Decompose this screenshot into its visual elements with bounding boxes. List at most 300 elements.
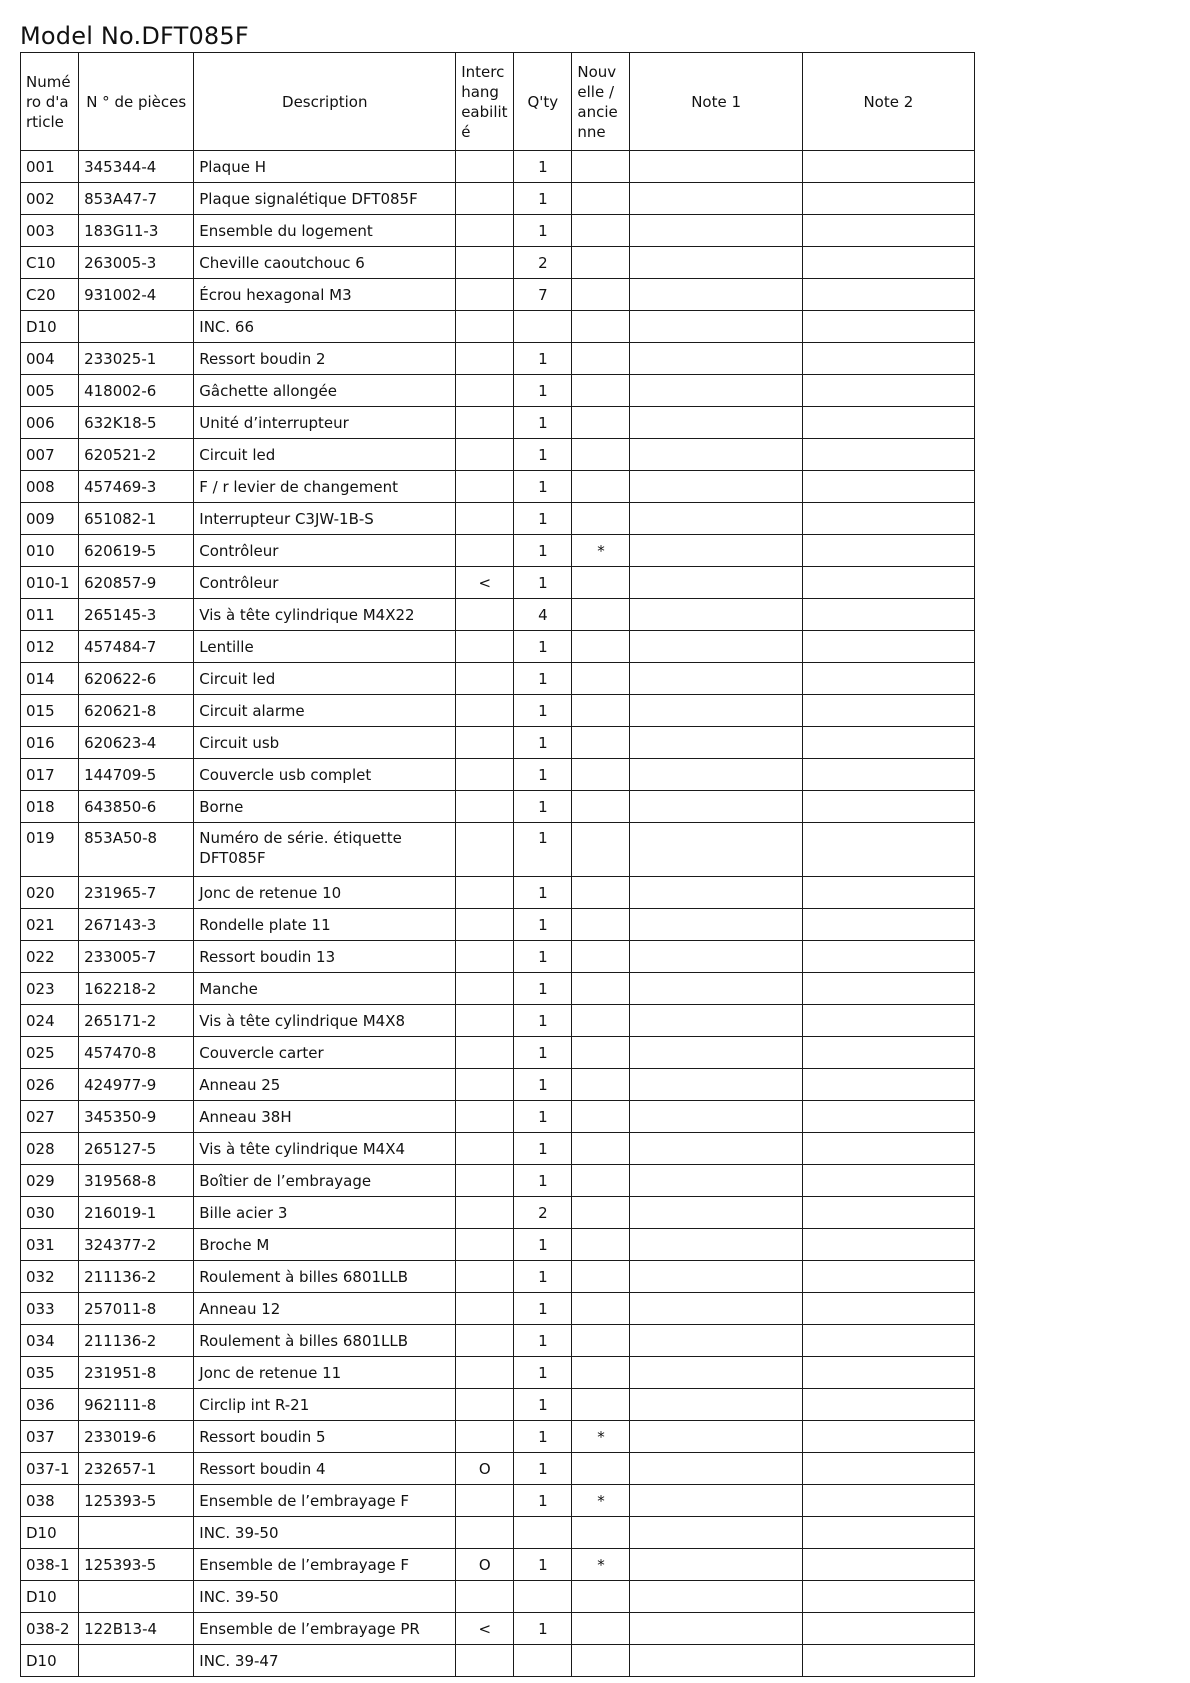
model-title: Model No.DFT085F (20, 22, 249, 50)
quantity-cell (514, 1645, 572, 1677)
description-cell: Manche (194, 973, 456, 1005)
item-number-cell: 002 (21, 183, 79, 215)
note-1-cell (630, 311, 802, 343)
table-row (21, 663, 975, 695)
quantity-cell (514, 1517, 572, 1549)
quantity-cell: 1 (514, 1613, 572, 1645)
note-2-cell (802, 183, 974, 215)
quantity-cell: 1 (514, 663, 572, 695)
note-1-cell (630, 1133, 802, 1165)
note-2-cell (802, 1293, 974, 1325)
part-number-cell (79, 1517, 194, 1549)
table-row (21, 1165, 975, 1197)
header-interchangeability: Interc hang eabilit é (456, 53, 514, 151)
note-2-cell (802, 877, 974, 909)
note-1-cell (630, 823, 802, 877)
interchangeability-cell (456, 877, 514, 909)
note-2-cell (802, 439, 974, 471)
interchangeability-cell (456, 909, 514, 941)
note-2-cell (802, 727, 974, 759)
item-number-cell: 038-1 (21, 1549, 79, 1581)
quantity-cell: 1 (514, 1101, 572, 1133)
new-old-cell (572, 823, 630, 877)
note-2-cell (802, 567, 974, 599)
note-1-cell (630, 1517, 802, 1549)
note-2-cell (802, 1325, 974, 1357)
part-number-cell (79, 1645, 194, 1677)
note-2-cell (802, 631, 974, 663)
note-2-cell (802, 311, 974, 343)
quantity-cell: 1 (514, 877, 572, 909)
note-1-cell (630, 941, 802, 973)
quantity-cell: 1 (514, 1229, 572, 1261)
note-2-cell (802, 823, 974, 877)
table-row (21, 759, 975, 791)
note-1-cell (630, 695, 802, 727)
table-row (21, 151, 975, 183)
part-number-cell: 265127-5 (79, 1133, 194, 1165)
interchangeability-cell (456, 1197, 514, 1229)
item-number-cell: 018 (21, 791, 79, 823)
part-number-cell: 233005-7 (79, 941, 194, 973)
quantity-cell: 1 (514, 375, 572, 407)
new-old-cell (572, 1293, 630, 1325)
part-number-cell: 853A47-7 (79, 183, 194, 215)
note-2-cell (802, 973, 974, 1005)
quantity-cell: 2 (514, 1197, 572, 1229)
note-1-cell (630, 183, 802, 215)
part-number-cell: 457469-3 (79, 471, 194, 503)
note-1-cell (630, 1613, 802, 1645)
part-number-cell: 853A50-8 (79, 823, 194, 877)
item-number-cell: 014 (21, 663, 79, 695)
part-number-cell: 232657-1 (79, 1453, 194, 1485)
description-cell: Couvercle carter (194, 1037, 456, 1069)
note-1-cell (630, 151, 802, 183)
part-number-cell: 162218-2 (79, 973, 194, 1005)
table-row (21, 279, 975, 311)
table-row (21, 973, 975, 1005)
table-row (21, 1613, 975, 1645)
interchangeability-cell (456, 1101, 514, 1133)
quantity-cell: 1 (514, 1389, 572, 1421)
note-1-cell (630, 1293, 802, 1325)
note-1-cell (630, 1421, 802, 1453)
description-cell: Ensemble de l’embrayage F (194, 1549, 456, 1581)
interchangeability-cell (456, 1485, 514, 1517)
item-number-cell: D10 (21, 1581, 79, 1613)
note-2-cell (802, 1101, 974, 1133)
quantity-cell: 1 (514, 1421, 572, 1453)
interchangeability-cell (456, 279, 514, 311)
interchangeability-cell (456, 215, 514, 247)
interchangeability-cell (456, 1261, 514, 1293)
description-cell: Ressort boudin 13 (194, 941, 456, 973)
part-number-cell: 265145-3 (79, 599, 194, 631)
part-number-cell: 345344-4 (79, 151, 194, 183)
note-1-cell (630, 973, 802, 1005)
quantity-cell: 1 (514, 909, 572, 941)
quantity-cell: 1 (514, 631, 572, 663)
note-2-cell (802, 1357, 974, 1389)
note-1-cell (630, 663, 802, 695)
interchangeability-cell (456, 1357, 514, 1389)
table-row (21, 727, 975, 759)
interchangeability-cell (456, 247, 514, 279)
table-row (21, 1645, 975, 1677)
description-cell: F / r levier de changement (194, 471, 456, 503)
table-row (21, 215, 975, 247)
table-row (21, 1517, 975, 1549)
item-number-cell: 008 (21, 471, 79, 503)
quantity-cell: 1 (514, 759, 572, 791)
item-number-cell: 026 (21, 1069, 79, 1101)
interchangeability-cell (456, 727, 514, 759)
table-row (21, 343, 975, 375)
new-old-cell (572, 1389, 630, 1421)
new-old-cell (572, 1005, 630, 1037)
note-1-cell (630, 727, 802, 759)
part-number-cell: 183G11-3 (79, 215, 194, 247)
note-1-cell (630, 1005, 802, 1037)
table-row (21, 1229, 975, 1261)
part-number-cell: 620621-8 (79, 695, 194, 727)
note-1-cell (630, 279, 802, 311)
new-old-cell (572, 877, 630, 909)
new-old-cell (572, 1357, 630, 1389)
item-number-cell: 032 (21, 1261, 79, 1293)
table-row (21, 1453, 975, 1485)
new-old-cell (572, 791, 630, 823)
part-number-cell: 125393-5 (79, 1549, 194, 1581)
note-2-cell (802, 1645, 974, 1677)
note-2-cell (802, 1453, 974, 1485)
note-2-cell (802, 791, 974, 823)
new-old-cell: * (572, 535, 630, 567)
quantity-cell: 1 (514, 183, 572, 215)
part-number-cell: 457484-7 (79, 631, 194, 663)
new-old-cell (572, 1069, 630, 1101)
item-number-cell: 007 (21, 439, 79, 471)
quantity-cell: 1 (514, 1069, 572, 1101)
item-number-cell: 021 (21, 909, 79, 941)
note-1-cell (630, 909, 802, 941)
item-number-cell: 037 (21, 1421, 79, 1453)
interchangeability-cell (456, 1293, 514, 1325)
description-cell: Ensemble de l’embrayage F (194, 1485, 456, 1517)
note-1-cell (630, 1581, 802, 1613)
new-old-cell (572, 663, 630, 695)
description-cell: Vis à tête cylindrique M4X22 (194, 599, 456, 631)
table-row (21, 535, 975, 567)
interchangeability-cell (456, 1517, 514, 1549)
quantity-cell: 1 (514, 1165, 572, 1197)
note-1-cell (630, 247, 802, 279)
description-cell: Anneau 25 (194, 1069, 456, 1101)
description-cell: Jonc de retenue 11 (194, 1357, 456, 1389)
note-1-cell (630, 1389, 802, 1421)
note-2-cell (802, 151, 974, 183)
part-number-cell: 345350-9 (79, 1101, 194, 1133)
part-number-cell: 265171-2 (79, 1005, 194, 1037)
new-old-cell (572, 1229, 630, 1261)
table-row (21, 1261, 975, 1293)
description-cell: Couvercle usb complet (194, 759, 456, 791)
item-number-cell: 029 (21, 1165, 79, 1197)
item-number-cell: 019 (21, 823, 79, 877)
item-number-cell: 038 (21, 1485, 79, 1517)
item-number-cell: 037-1 (21, 1453, 79, 1485)
table-row (21, 823, 975, 877)
item-number-cell: 012 (21, 631, 79, 663)
description-cell: Anneau 38H (194, 1101, 456, 1133)
header-part-number: N ° de pièces (79, 53, 194, 151)
item-number-cell: 016 (21, 727, 79, 759)
part-number-cell: 216019-1 (79, 1197, 194, 1229)
table-row (21, 631, 975, 663)
description-cell: INC. 39-47 (194, 1645, 456, 1677)
interchangeability-cell (456, 407, 514, 439)
note-2-cell (802, 471, 974, 503)
note-1-cell (630, 1357, 802, 1389)
item-number-cell: C10 (21, 247, 79, 279)
note-2-cell (802, 663, 974, 695)
description-cell: Circuit led (194, 663, 456, 695)
item-number-cell: 017 (21, 759, 79, 791)
note-1-cell (630, 877, 802, 909)
interchangeability-cell (456, 1037, 514, 1069)
table-row (21, 375, 975, 407)
new-old-cell (572, 1581, 630, 1613)
interchangeability-cell (456, 1645, 514, 1677)
new-old-cell (572, 311, 630, 343)
item-number-cell: 025 (21, 1037, 79, 1069)
item-number-cell: 034 (21, 1325, 79, 1357)
table-row (21, 695, 975, 727)
note-2-cell (802, 1549, 974, 1581)
quantity-cell: 1 (514, 1325, 572, 1357)
interchangeability-cell (456, 663, 514, 695)
description-cell: Ressort boudin 4 (194, 1453, 456, 1485)
note-1-cell (630, 1165, 802, 1197)
new-old-cell (572, 279, 630, 311)
new-old-cell (572, 1197, 630, 1229)
quantity-cell: 1 (514, 1133, 572, 1165)
item-number-cell: C20 (21, 279, 79, 311)
table-row (21, 1069, 975, 1101)
note-2-cell (802, 1517, 974, 1549)
new-old-cell (572, 909, 630, 941)
item-number-cell: 028 (21, 1133, 79, 1165)
note-2-cell (802, 503, 974, 535)
part-number-cell: 233025-1 (79, 343, 194, 375)
table-row (21, 439, 975, 471)
part-number-cell: 643850-6 (79, 791, 194, 823)
item-number-cell: 015 (21, 695, 79, 727)
description-cell: Circuit alarme (194, 695, 456, 727)
item-number-cell: 027 (21, 1101, 79, 1133)
note-2-cell (802, 1133, 974, 1165)
part-number-cell: 211136-2 (79, 1261, 194, 1293)
quantity-cell: 1 (514, 1357, 572, 1389)
description-cell: Ressort boudin 5 (194, 1421, 456, 1453)
new-old-cell (572, 1517, 630, 1549)
interchangeability-cell (456, 343, 514, 375)
description-cell: Unité d’interrupteur (194, 407, 456, 439)
description-cell: Gâchette allongée (194, 375, 456, 407)
note-1-cell (630, 599, 802, 631)
item-number-cell: 022 (21, 941, 79, 973)
quantity-cell: 4 (514, 599, 572, 631)
note-1-cell (630, 535, 802, 567)
part-number-cell: 651082-1 (79, 503, 194, 535)
new-old-cell (572, 727, 630, 759)
note-2-cell (802, 535, 974, 567)
description-cell: Roulement à billes 6801LLB (194, 1325, 456, 1357)
part-number-cell: 620857-9 (79, 567, 194, 599)
description-cell: Ensemble de l’embrayage PR (194, 1613, 456, 1645)
note-1-cell (630, 567, 802, 599)
quantity-cell: 1 (514, 407, 572, 439)
note-2-cell (802, 599, 974, 631)
header-description: Description (194, 53, 456, 151)
note-1-cell (630, 343, 802, 375)
note-2-cell (802, 1421, 974, 1453)
new-old-cell (572, 1037, 630, 1069)
table-row (21, 471, 975, 503)
interchangeability-cell (456, 1421, 514, 1453)
description-cell: Ensemble du logement (194, 215, 456, 247)
part-number-cell: 257011-8 (79, 1293, 194, 1325)
quantity-cell: 1 (514, 1261, 572, 1293)
note-2-cell (802, 909, 974, 941)
note-1-cell (630, 439, 802, 471)
quantity-cell: 1 (514, 1485, 572, 1517)
header-item-number: Numé ro d'a rticle (21, 53, 79, 151)
part-number-cell: 632K18-5 (79, 407, 194, 439)
interchangeability-cell: O (456, 1549, 514, 1581)
new-old-cell (572, 1133, 630, 1165)
note-1-cell (630, 503, 802, 535)
item-number-cell: 010 (21, 535, 79, 567)
quantity-cell: 1 (514, 727, 572, 759)
note-1-cell (630, 375, 802, 407)
note-1-cell (630, 471, 802, 503)
part-number-cell: 122B13-4 (79, 1613, 194, 1645)
note-2-cell (802, 1389, 974, 1421)
table-row (21, 1101, 975, 1133)
new-old-cell (572, 471, 630, 503)
part-number-cell: 125393-5 (79, 1485, 194, 1517)
item-number-cell: D10 (21, 1517, 79, 1549)
part-number-cell: 620622-6 (79, 663, 194, 695)
new-old-cell: * (572, 1485, 630, 1517)
note-1-cell (630, 1197, 802, 1229)
item-number-cell: D10 (21, 1645, 79, 1677)
new-old-cell (572, 941, 630, 973)
table-row (21, 1037, 975, 1069)
description-cell: Plaque H (194, 151, 456, 183)
table-row (21, 311, 975, 343)
quantity-cell: 1 (514, 695, 572, 727)
note-1-cell (630, 1325, 802, 1357)
interchangeability-cell (456, 631, 514, 663)
table-row (21, 599, 975, 631)
note-2-cell (802, 1069, 974, 1101)
interchangeability-cell (456, 1069, 514, 1101)
note-2-cell (802, 1485, 974, 1517)
description-cell: Interrupteur C3JW-1B-S (194, 503, 456, 535)
new-old-cell (572, 375, 630, 407)
table-row (21, 1357, 975, 1389)
item-number-cell: 020 (21, 877, 79, 909)
parts-table (20, 52, 975, 1677)
part-number-cell: 319568-8 (79, 1165, 194, 1197)
new-old-cell (572, 1645, 630, 1677)
note-2-cell (802, 1261, 974, 1293)
item-number-cell: 031 (21, 1229, 79, 1261)
interchangeability-cell (456, 695, 514, 727)
note-2-cell (802, 1581, 974, 1613)
note-2-cell (802, 279, 974, 311)
note-2-cell (802, 215, 974, 247)
description-cell: Rondelle plate 11 (194, 909, 456, 941)
quantity-cell: 1 (514, 439, 572, 471)
item-number-cell: 009 (21, 503, 79, 535)
quantity-cell: 1 (514, 503, 572, 535)
quantity-cell: 1 (514, 791, 572, 823)
new-old-cell: * (572, 1421, 630, 1453)
note-2-cell (802, 343, 974, 375)
quantity-cell: 1 (514, 941, 572, 973)
part-number-cell: 324377-2 (79, 1229, 194, 1261)
part-number-cell (79, 311, 194, 343)
new-old-cell (572, 1165, 630, 1197)
description-cell: INC. 39-50 (194, 1517, 456, 1549)
new-old-cell (572, 215, 630, 247)
table-row (21, 1005, 975, 1037)
part-number-cell: 620521-2 (79, 439, 194, 471)
part-number-cell: 231951-8 (79, 1357, 194, 1389)
new-old-cell (572, 1325, 630, 1357)
item-number-cell: 024 (21, 1005, 79, 1037)
description-cell: Numéro de série. étiquette DFT085F (194, 823, 456, 877)
description-cell: Circuit led (194, 439, 456, 471)
table-row (21, 877, 975, 909)
part-number-cell: 620623-4 (79, 727, 194, 759)
quantity-cell: 2 (514, 247, 572, 279)
table-row (21, 1293, 975, 1325)
new-old-cell (572, 407, 630, 439)
new-old-cell (572, 1101, 630, 1133)
item-number-cell: 038-2 (21, 1613, 79, 1645)
part-number-cell: 620619-5 (79, 535, 194, 567)
new-old-cell (572, 247, 630, 279)
item-number-cell: 004 (21, 343, 79, 375)
item-number-cell: 001 (21, 151, 79, 183)
quantity-cell: 1 (514, 1453, 572, 1485)
new-old-cell (572, 973, 630, 1005)
new-old-cell (572, 151, 630, 183)
item-number-cell: 005 (21, 375, 79, 407)
interchangeability-cell (456, 1389, 514, 1421)
description-cell: Roulement à billes 6801LLB (194, 1261, 456, 1293)
part-number-cell (79, 1581, 194, 1613)
description-cell: Cheville caoutchouc 6 (194, 247, 456, 279)
interchangeability-cell (456, 1581, 514, 1613)
note-1-cell (630, 407, 802, 439)
interchangeability-cell (456, 535, 514, 567)
